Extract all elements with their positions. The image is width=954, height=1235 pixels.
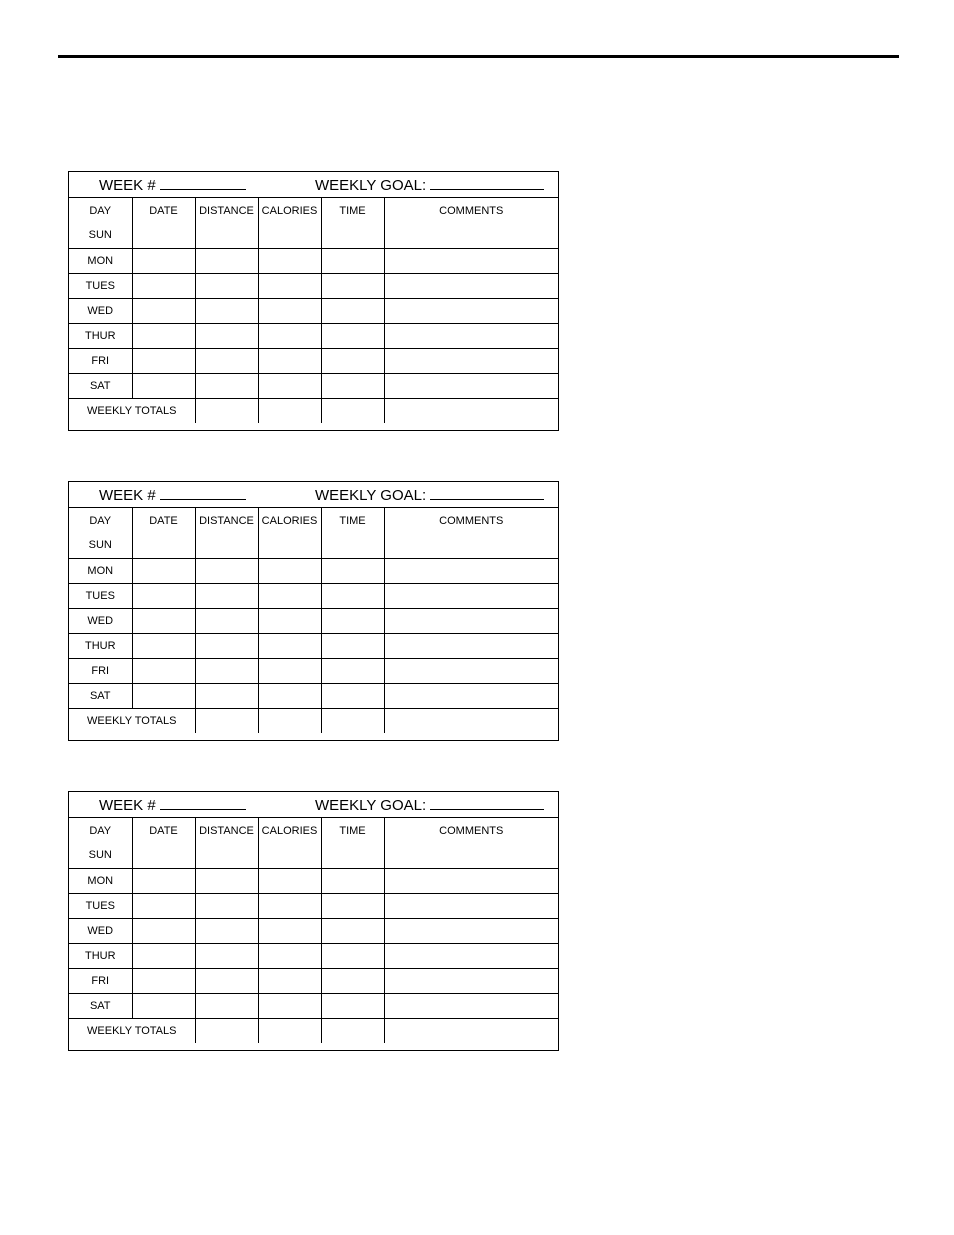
- calories-cell[interactable]: [258, 893, 321, 918]
- distance-cell[interactable]: [195, 893, 258, 918]
- day-label: MON: [69, 248, 132, 273]
- day-label: SAT: [69, 683, 132, 708]
- comments-cell[interactable]: [384, 993, 558, 1018]
- weekly-goal-field[interactable]: [315, 797, 544, 814]
- column-header-date: DATE: [132, 818, 195, 843]
- comments-cell[interactable]: [384, 373, 558, 398]
- column-header-calories: CALORIES: [258, 198, 321, 223]
- distance-cell[interactable]: [195, 943, 258, 968]
- comments-cell[interactable]: [384, 323, 558, 348]
- column-header-day: DAY: [69, 818, 132, 843]
- date-cell[interactable]: [132, 533, 195, 558]
- total-time-cell[interactable]: [321, 398, 384, 423]
- comments-cell[interactable]: [384, 868, 558, 893]
- column-header-calories: CALORIES: [258, 818, 321, 843]
- block-header: [69, 482, 558, 508]
- calories-cell[interactable]: [258, 843, 321, 868]
- column-header-day: DAY: [69, 508, 132, 533]
- date-cell[interactable]: [132, 993, 195, 1018]
- date-cell[interactable]: [132, 373, 195, 398]
- day-label: SAT: [69, 993, 132, 1018]
- date-cell[interactable]: [132, 683, 195, 708]
- weekly-goal-field[interactable]: [315, 177, 544, 194]
- calories-cell[interactable]: [258, 558, 321, 583]
- table-row: [69, 683, 558, 708]
- day-label: FRI: [69, 658, 132, 683]
- weekly-log-table: [69, 198, 558, 423]
- comments-cell[interactable]: [384, 968, 558, 993]
- date-cell[interactable]: [132, 583, 195, 608]
- column-header-day: DAY: [69, 198, 132, 223]
- date-cell[interactable]: [132, 223, 195, 248]
- distance-cell[interactable]: [195, 583, 258, 608]
- weekly-log-block-2: [68, 481, 559, 741]
- top-rule: [58, 55, 899, 58]
- calories-cell[interactable]: [258, 298, 321, 323]
- day-label: WED: [69, 918, 132, 943]
- table-row: [69, 993, 558, 1018]
- total-distance-cell[interactable]: [195, 1018, 258, 1043]
- weekly-totals-row: [69, 1018, 558, 1043]
- column-header-date: DATE: [132, 508, 195, 533]
- time-cell[interactable]: [321, 843, 384, 868]
- calories-cell[interactable]: [258, 943, 321, 968]
- distance-cell[interactable]: [195, 248, 258, 273]
- weekly-goal-label: WEEKLY GOAL:: [315, 177, 427, 194]
- total-calories-cell[interactable]: [258, 708, 321, 733]
- day-label: THUR: [69, 633, 132, 658]
- column-header-row: [69, 198, 558, 223]
- week-number-field[interactable]: [99, 797, 246, 814]
- total-comments-cell[interactable]: [384, 1018, 558, 1043]
- day-label: MON: [69, 868, 132, 893]
- calories-cell[interactable]: [258, 248, 321, 273]
- time-cell[interactable]: [321, 868, 384, 893]
- column-header-time: TIME: [321, 508, 384, 533]
- table-row: [69, 348, 558, 373]
- total-time-cell[interactable]: [321, 1018, 384, 1043]
- date-cell[interactable]: [132, 273, 195, 298]
- weekly-totals-row: [69, 398, 558, 423]
- comments-cell[interactable]: [384, 658, 558, 683]
- table-row: [69, 223, 558, 248]
- calories-cell[interactable]: [258, 993, 321, 1018]
- table-row: [69, 943, 558, 968]
- calories-cell[interactable]: [258, 223, 321, 248]
- time-cell[interactable]: [321, 273, 384, 298]
- time-cell[interactable]: [321, 683, 384, 708]
- comments-cell[interactable]: [384, 248, 558, 273]
- weekly-goal-blank[interactable]: [430, 487, 544, 500]
- date-cell[interactable]: [132, 348, 195, 373]
- column-header-row: [69, 818, 558, 843]
- weekly-log-table: [69, 818, 558, 1043]
- column-header-date: DATE: [132, 198, 195, 223]
- day-label: TUES: [69, 583, 132, 608]
- distance-cell[interactable]: [195, 348, 258, 373]
- weekly-goal-field[interactable]: [315, 487, 544, 504]
- table-row: [69, 608, 558, 633]
- week-number-field[interactable]: [99, 177, 246, 194]
- day-label: TUES: [69, 893, 132, 918]
- time-cell[interactable]: [321, 943, 384, 968]
- date-cell[interactable]: [132, 968, 195, 993]
- column-header-comments: COMMENTS: [439, 824, 504, 837]
- column-header-time: TIME: [321, 198, 384, 223]
- comments-cell[interactable]: [384, 273, 558, 298]
- calories-cell[interactable]: [258, 323, 321, 348]
- table-row: [69, 583, 558, 608]
- time-cell[interactable]: [321, 248, 384, 273]
- distance-cell[interactable]: [195, 868, 258, 893]
- date-cell[interactable]: [132, 868, 195, 893]
- distance-cell[interactable]: [195, 298, 258, 323]
- calories-cell[interactable]: [258, 583, 321, 608]
- week-number-blank[interactable]: [160, 487, 246, 500]
- column-header-distance: DISTANCE: [195, 198, 258, 223]
- time-cell[interactable]: [321, 918, 384, 943]
- week-number-label: WEEK #: [99, 177, 156, 194]
- date-cell[interactable]: [132, 298, 195, 323]
- total-comments-cell[interactable]: [384, 708, 558, 733]
- date-cell[interactable]: [132, 843, 195, 868]
- comments-cell[interactable]: [384, 223, 558, 248]
- time-cell[interactable]: [321, 993, 384, 1018]
- table-row: [69, 558, 558, 583]
- comments-cell[interactable]: [384, 893, 558, 918]
- weekly-totals-label: WEEKLY TOTALS: [69, 1018, 195, 1043]
- distance-cell[interactable]: [195, 683, 258, 708]
- column-header-comments: COMMENTS: [439, 204, 504, 217]
- table-row: [69, 893, 558, 918]
- weekly-log-block-1: [68, 171, 559, 431]
- day-label: MON: [69, 558, 132, 583]
- weekly-totals-row: [69, 708, 558, 733]
- comments-cell[interactable]: [384, 608, 558, 633]
- day-label: FRI: [69, 968, 132, 993]
- week-number-label: WEEK #: [99, 487, 156, 504]
- table-row: [69, 868, 558, 893]
- time-cell[interactable]: [321, 348, 384, 373]
- table-row: [69, 918, 558, 943]
- time-cell[interactable]: [321, 968, 384, 993]
- comments-cell[interactable]: [384, 558, 558, 583]
- calories-cell[interactable]: [258, 533, 321, 558]
- table-row: [69, 968, 558, 993]
- distance-cell[interactable]: [195, 633, 258, 658]
- day-label: SUN: [69, 533, 132, 558]
- distance-cell[interactable]: [195, 223, 258, 248]
- calories-cell[interactable]: [258, 968, 321, 993]
- distance-cell[interactable]: [195, 373, 258, 398]
- comments-cell[interactable]: [384, 943, 558, 968]
- distance-cell[interactable]: [195, 658, 258, 683]
- week-number-blank[interactable]: [160, 177, 246, 190]
- total-comments-cell[interactable]: [384, 398, 558, 423]
- calories-cell[interactable]: [258, 608, 321, 633]
- calories-cell[interactable]: [258, 683, 321, 708]
- comments-cell[interactable]: [384, 633, 558, 658]
- day-label: FRI: [69, 348, 132, 373]
- time-cell[interactable]: [321, 533, 384, 558]
- weekly-goal-blank[interactable]: [430, 177, 544, 190]
- date-cell[interactable]: [132, 608, 195, 633]
- distance-cell[interactable]: [195, 533, 258, 558]
- table-row: [69, 298, 558, 323]
- day-label: SUN: [69, 843, 132, 868]
- day-label: WED: [69, 298, 132, 323]
- weekly-totals-label: WEEKLY TOTALS: [69, 708, 195, 733]
- weekly-goal-label: WEEKLY GOAL:: [315, 487, 427, 504]
- comments-cell[interactable]: [384, 348, 558, 373]
- distance-cell[interactable]: [195, 608, 258, 633]
- day-label: TUES: [69, 273, 132, 298]
- day-label: THUR: [69, 323, 132, 348]
- time-cell[interactable]: [321, 583, 384, 608]
- date-cell[interactable]: [132, 893, 195, 918]
- table-row: [69, 248, 558, 273]
- weekly-goal-blank[interactable]: [430, 797, 544, 810]
- time-cell[interactable]: [321, 373, 384, 398]
- table-row: [69, 373, 558, 398]
- column-header-row: [69, 508, 558, 533]
- time-cell[interactable]: [321, 323, 384, 348]
- date-cell[interactable]: [132, 558, 195, 583]
- week-number-field[interactable]: [99, 487, 246, 504]
- total-calories-cell[interactable]: [258, 1018, 321, 1043]
- distance-cell[interactable]: [195, 918, 258, 943]
- table-row: [69, 633, 558, 658]
- column-header-comments: COMMENTS: [439, 514, 504, 527]
- distance-cell[interactable]: [195, 843, 258, 868]
- column-header-time: TIME: [321, 818, 384, 843]
- calories-cell[interactable]: [258, 373, 321, 398]
- total-distance-cell[interactable]: [195, 708, 258, 733]
- comments-cell[interactable]: [384, 683, 558, 708]
- table-row: [69, 273, 558, 298]
- table-row: [69, 533, 558, 558]
- date-cell[interactable]: [132, 633, 195, 658]
- week-number-blank[interactable]: [160, 797, 246, 810]
- distance-cell[interactable]: [195, 273, 258, 298]
- calories-cell[interactable]: [258, 658, 321, 683]
- total-distance-cell[interactable]: [195, 398, 258, 423]
- calories-cell[interactable]: [258, 348, 321, 373]
- total-time-cell[interactable]: [321, 708, 384, 733]
- date-cell[interactable]: [132, 658, 195, 683]
- comments-cell[interactable]: [384, 843, 558, 868]
- table-row: [69, 658, 558, 683]
- week-number-label: WEEK #: [99, 797, 156, 814]
- calories-cell[interactable]: [258, 273, 321, 298]
- day-label: SAT: [69, 373, 132, 398]
- column-header-distance: DISTANCE: [195, 508, 258, 533]
- calories-cell[interactable]: [258, 633, 321, 658]
- block-header: [69, 792, 558, 818]
- time-cell[interactable]: [321, 893, 384, 918]
- distance-cell[interactable]: [195, 968, 258, 993]
- column-header-distance: DISTANCE: [195, 818, 258, 843]
- table-row: [69, 323, 558, 348]
- weekly-log-block-3: [68, 791, 559, 1051]
- distance-cell[interactable]: [195, 323, 258, 348]
- day-label: THUR: [69, 943, 132, 968]
- weekly-log-table: [69, 508, 558, 733]
- total-calories-cell[interactable]: [258, 398, 321, 423]
- date-cell[interactable]: [132, 248, 195, 273]
- date-cell[interactable]: [132, 323, 195, 348]
- day-label: WED: [69, 608, 132, 633]
- distance-cell[interactable]: [195, 993, 258, 1018]
- weekly-goal-label: WEEKLY GOAL:: [315, 797, 427, 814]
- day-label: SUN: [69, 223, 132, 248]
- time-cell[interactable]: [321, 558, 384, 583]
- comments-cell[interactable]: [384, 583, 558, 608]
- comments-cell[interactable]: [384, 918, 558, 943]
- calories-cell[interactable]: [258, 918, 321, 943]
- block-header: [69, 172, 558, 198]
- comments-cell[interactable]: [384, 298, 558, 323]
- comments-cell[interactable]: [384, 533, 558, 558]
- time-cell[interactable]: [321, 658, 384, 683]
- table-row: [69, 843, 558, 868]
- date-cell[interactable]: [132, 918, 195, 943]
- weekly-totals-label: WEEKLY TOTALS: [69, 398, 195, 423]
- distance-cell[interactable]: [195, 558, 258, 583]
- time-cell[interactable]: [321, 298, 384, 323]
- time-cell[interactable]: [321, 223, 384, 248]
- time-cell[interactable]: [321, 633, 384, 658]
- date-cell[interactable]: [132, 943, 195, 968]
- calories-cell[interactable]: [258, 868, 321, 893]
- time-cell[interactable]: [321, 608, 384, 633]
- column-header-calories: CALORIES: [258, 508, 321, 533]
